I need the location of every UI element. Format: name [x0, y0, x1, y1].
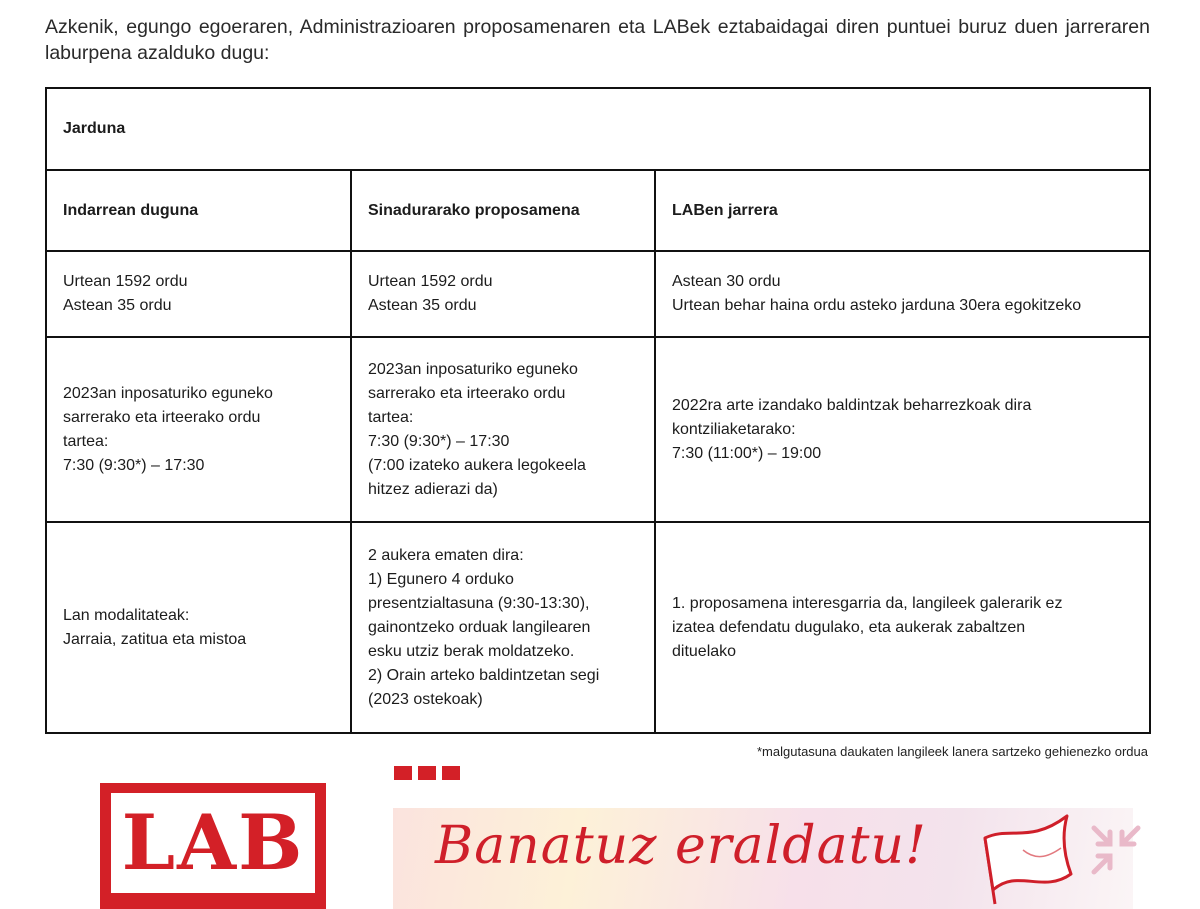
cell-line: tartea: [368, 408, 414, 426]
cell-line: 7:30 (9:30*) – 17:30 [368, 432, 510, 450]
cell-line: Lan modalitateak: [63, 606, 190, 624]
cell-line: (7:00 izateko aukera legokeela [368, 456, 586, 474]
cell-line: Astean 35 ordu [63, 297, 172, 314]
cell-line: 7:30 (9:30*) – 17:30 [63, 456, 205, 474]
table-cell [351, 337, 655, 522]
lab-logo-frame [111, 793, 315, 893]
intro-paragraph: Azkenik, egungo egoeraren, Administrazioaren proposamenaren eta LABek eztabaidagai diren puntuei buruz duen jarreraren laburpena azalduko dugu: [45, 16, 1150, 64]
cell-line: dituelako [672, 642, 737, 660]
column-header-lab-position: LABen jarrera [655, 170, 1150, 251]
cell-line: 1. proposamena interesgarria da, langileek galerarik ez [672, 594, 1063, 612]
cell-line: Jarraia, zatitua eta mistoa [63, 630, 247, 648]
cell-line: 7:30 (11:00*) – 19:00 [672, 444, 822, 462]
cell-line: esku utziz berak moldatzeko. [368, 642, 575, 660]
cell-line: 2023an inposaturiko eguneko [368, 360, 578, 378]
cell-line: tartea: [63, 432, 109, 450]
cell-line: sarrerako eta irteerako ordu [63, 408, 261, 426]
lab-logo [100, 783, 326, 909]
table-cell [46, 522, 351, 733]
table-cell [655, 251, 1150, 337]
cell-line: 2 aukera ematen dira: [368, 546, 524, 564]
table-cell [351, 522, 655, 733]
cell-line: hitzez adierazi da) [368, 480, 498, 498]
table-row [46, 251, 1150, 337]
table-title: Jarduna [46, 88, 1150, 170]
table-cell [46, 337, 351, 522]
cell-line: Urtean 1592 ordu [63, 273, 188, 290]
cell-line: Urtean behar haina ordu asteko jarduna 30era egokitzeko [672, 297, 1082, 314]
table-cell [655, 337, 1150, 522]
cell-line: kontziliaketarako: [672, 420, 796, 438]
converge-arrows-icon [1086, 820, 1146, 880]
cell-line: Astean 35 ordu [368, 297, 477, 314]
lab-logo-text: LAB [121, 798, 305, 887]
cell-line: 2022ra arte izandako baldintzak beharrezkoak dira [672, 396, 1032, 414]
cell-line: izatea defendatu dugulako, eta aukerak zabaltzen [672, 618, 1026, 636]
square-icon [442, 766, 460, 780]
table-cell [46, 251, 351, 337]
column-header-proposal: Sinadurarako proposamena [351, 170, 655, 251]
table-cell [351, 251, 655, 337]
square-icon [394, 766, 412, 780]
square-icon [418, 766, 436, 780]
table-row [46, 337, 1150, 522]
footnote: *malgutasuna daukaten langileek lanera sartzeko gehienezko ordua [757, 744, 1148, 759]
table-row [46, 522, 1150, 733]
table-cell [655, 522, 1150, 733]
flag-icon [965, 808, 1077, 909]
table-title-row [46, 88, 1150, 170]
cell-line: gainontzeko orduak langilearen [368, 618, 591, 636]
slogan-text: Banatuz eraldatu! [435, 816, 927, 876]
column-header-current: Indarrean duguna [46, 170, 351, 251]
working-hours-table [45, 87, 1151, 734]
cell-line: 2023an inposaturiko eguneko [63, 384, 273, 402]
cell-line: presentzialtasuna (9:30-13:30), [368, 594, 590, 612]
cell-line: sarrerako eta irteerako ordu [368, 384, 566, 402]
decorative-squares [394, 766, 460, 780]
cell-line: (2023 ostekoak) [368, 690, 483, 708]
cell-line: 1) Egunero 4 orduko [368, 570, 514, 588]
cell-line: 2) Orain arteko baldintzetan segi [368, 666, 600, 684]
cell-line: Astean 30 ordu [672, 273, 781, 290]
slogan-banner [393, 808, 1133, 909]
table-header-row [46, 170, 1150, 251]
cell-line: Urtean 1592 ordu [368, 273, 493, 290]
